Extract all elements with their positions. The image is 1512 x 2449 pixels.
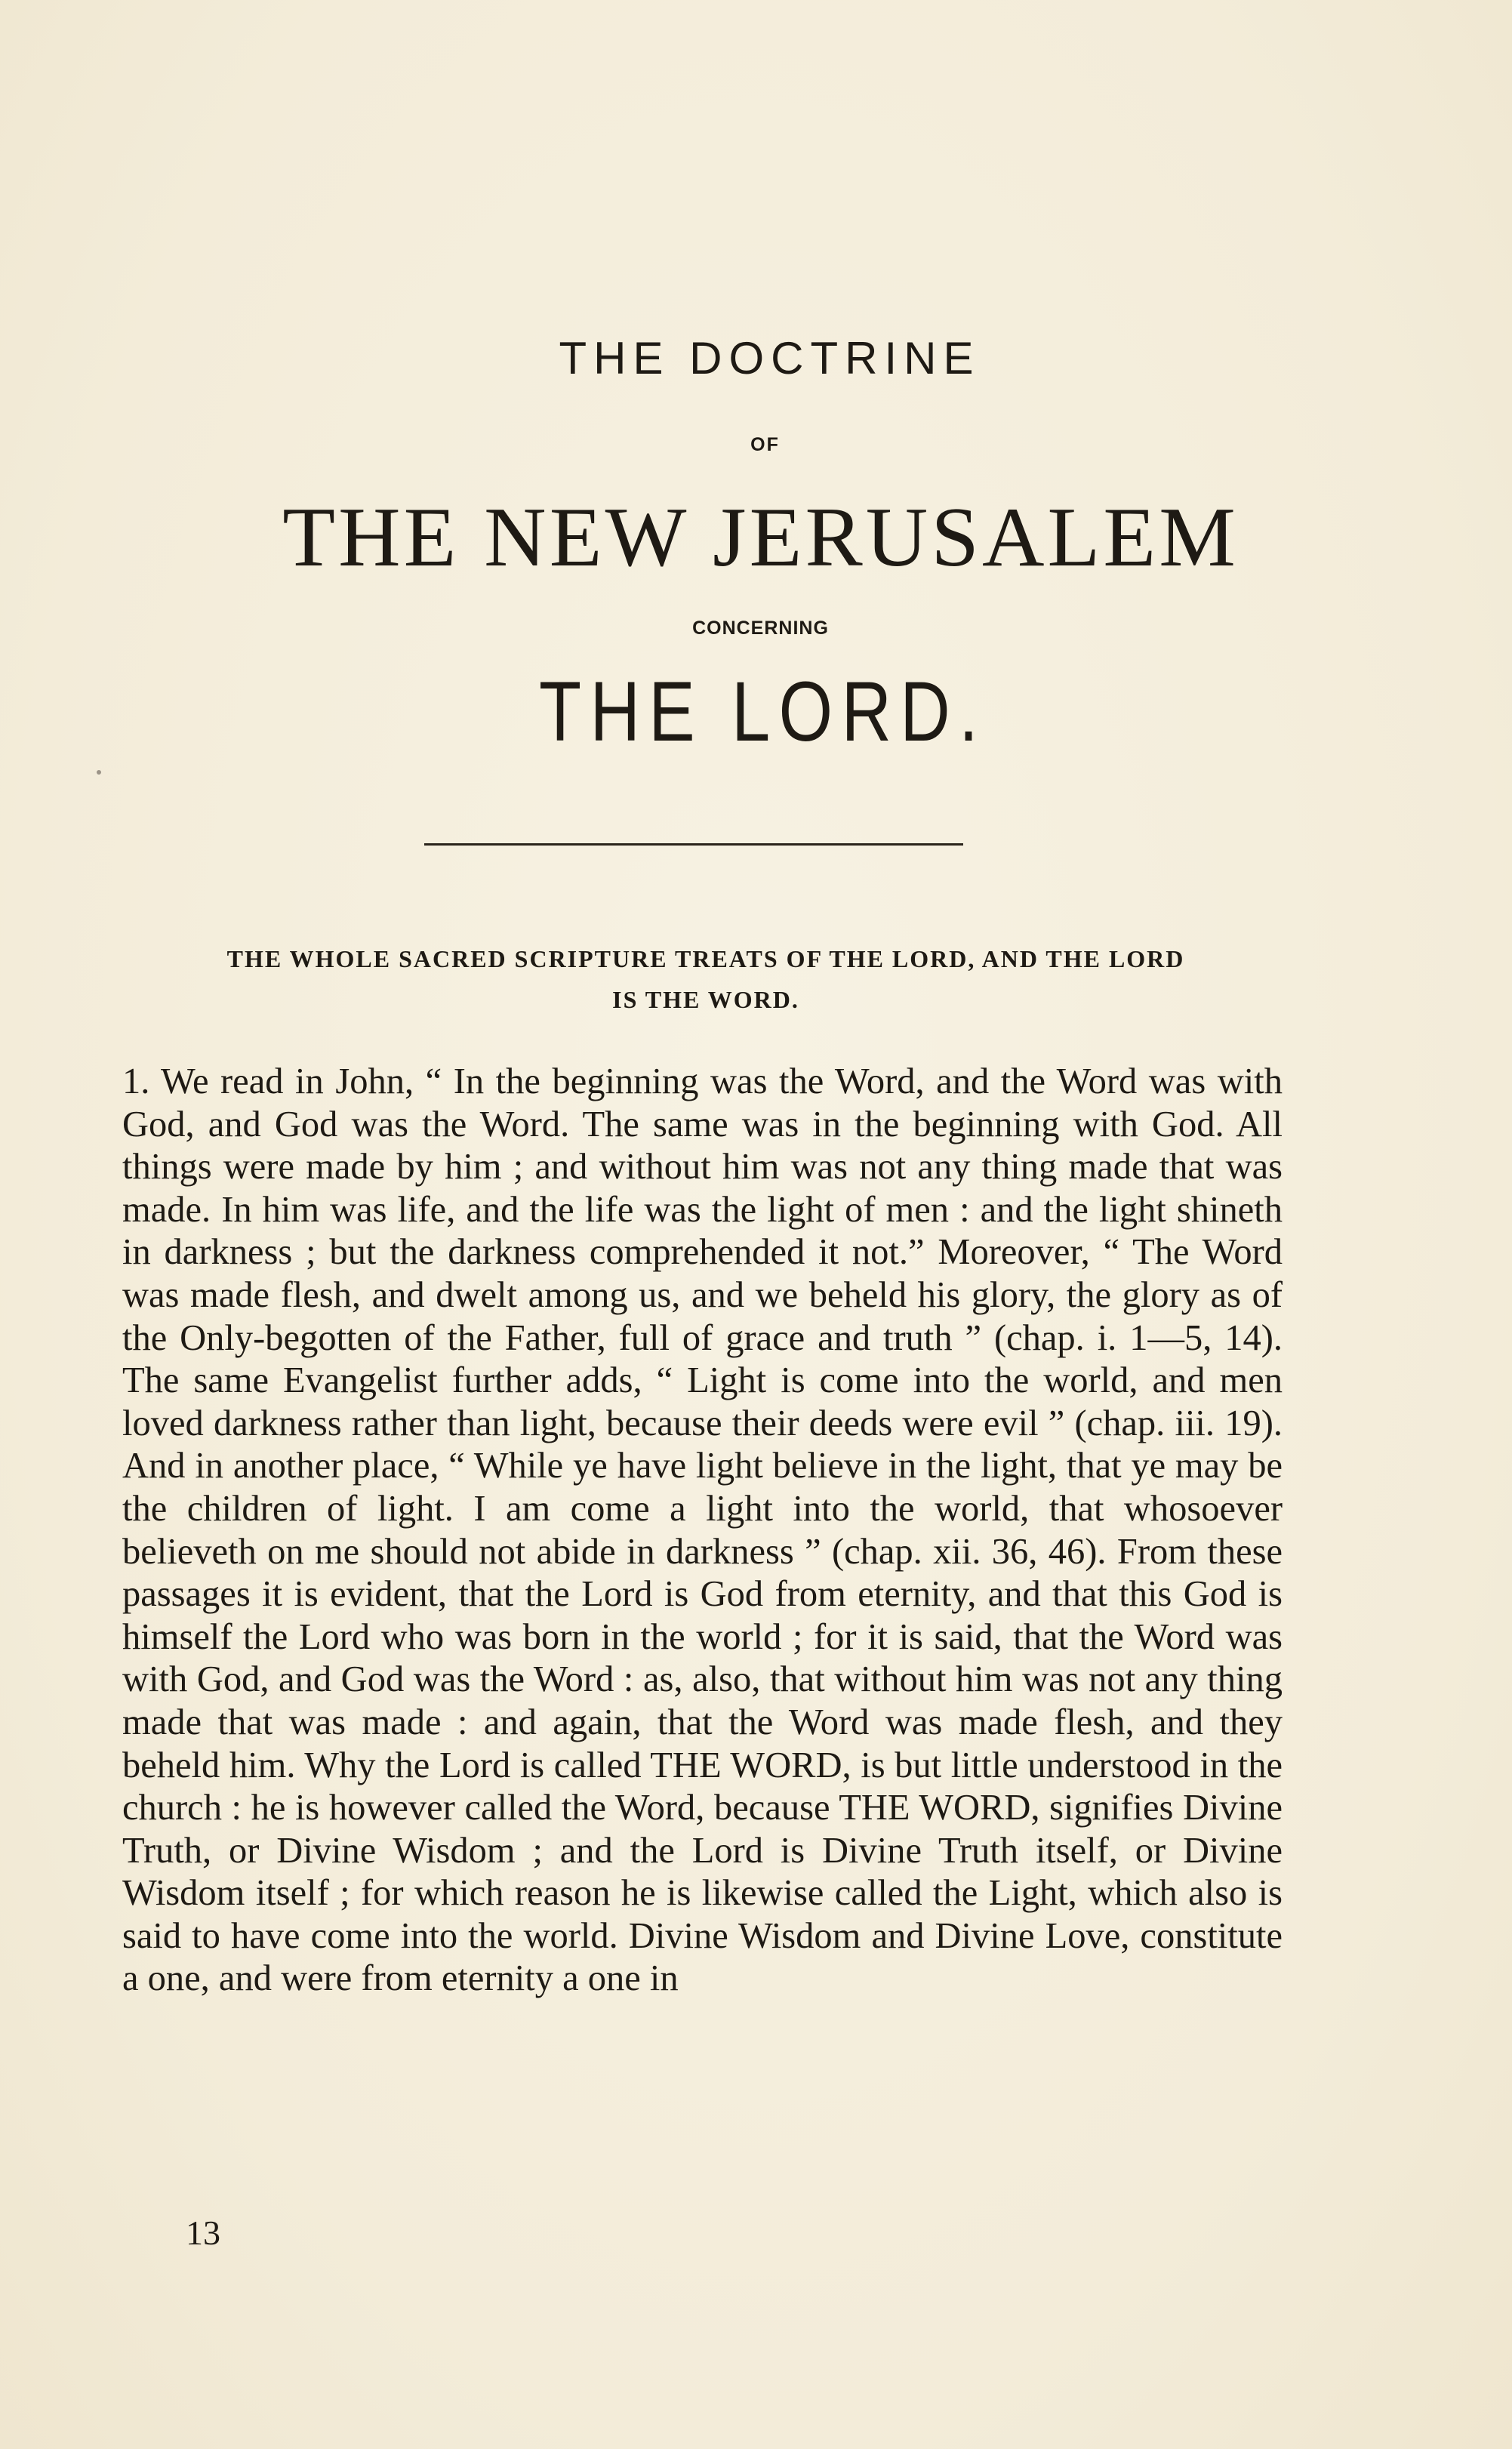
bleed-through-mark: ​	[1485, 106, 1494, 165]
title-line-doctrine: THE DOCTRINE	[559, 333, 981, 384]
title-line-of: OF	[750, 434, 780, 455]
title-main: THE NEW JERUSALEM	[282, 491, 1239, 584]
section-heading	[125, 938, 1287, 1020]
divider-rule	[424, 843, 963, 846]
title-subject: THE LORD.	[539, 664, 987, 759]
ink-speck	[97, 770, 101, 775]
section-heading-line-1: THE WHOLE SACRED SCRIPTURE TREATS OF THE LORD, AND THE LORD	[226, 945, 1185, 972]
body-paragraph: 1. We read in John, “ In the beginning was the Word, and the Word was with God, and God was the Word. The same was in the beginning with God. All things were made by him ; and without him was not any thing made that was made. In him was life, and the life was the light of men : and the light shineth in darkness ; but the darkness comprehended it not.” Moreover, “ The Word was made flesh, and dwelt among us, and we beheld his glory, the glory as of the Only-begotten of the Father, full of grace and truth ” (chap. i. 1—5, 14). The same Evangelist further adds, “ Light is come into the world, and men loved darkness rather than light, because their deeds were evil ” (chap. iii. 19). And in another place, “ While ye have light believe in the light, that ye may be the children of light. I am come a light into the world, that whosoever believeth on me should not abide in darkness ” (chap. xii. 36, 46). From these passages it is evident, that the Lord is God from eternity, and that this God is himself the Lord who was born in the world ; for it is said, that the Word was with God, and God was the Word : as, also, that without him was not any thing made that was made : and again, that the Word was made flesh, and they beheld him. Why the Lord is called THE WORD, is but little understood in the church : he is however called the Word, because THE WORD, signifies Divine Truth, or Divine Wisdom ; and the Lord is Divine Truth itself, or Divine Wisdom itself ; for which reason he is likewise called the Light, which also is said to have come into the world. Divine Wisdom and Divine Love, constitute a one, and were from eternity a one in	[122, 1061, 1283, 1999]
section-heading-line-2: IS THE WORD.	[612, 986, 799, 1013]
page-number: 13	[186, 2213, 220, 2252]
title-line-concerning: CONCERNING	[692, 618, 829, 639]
